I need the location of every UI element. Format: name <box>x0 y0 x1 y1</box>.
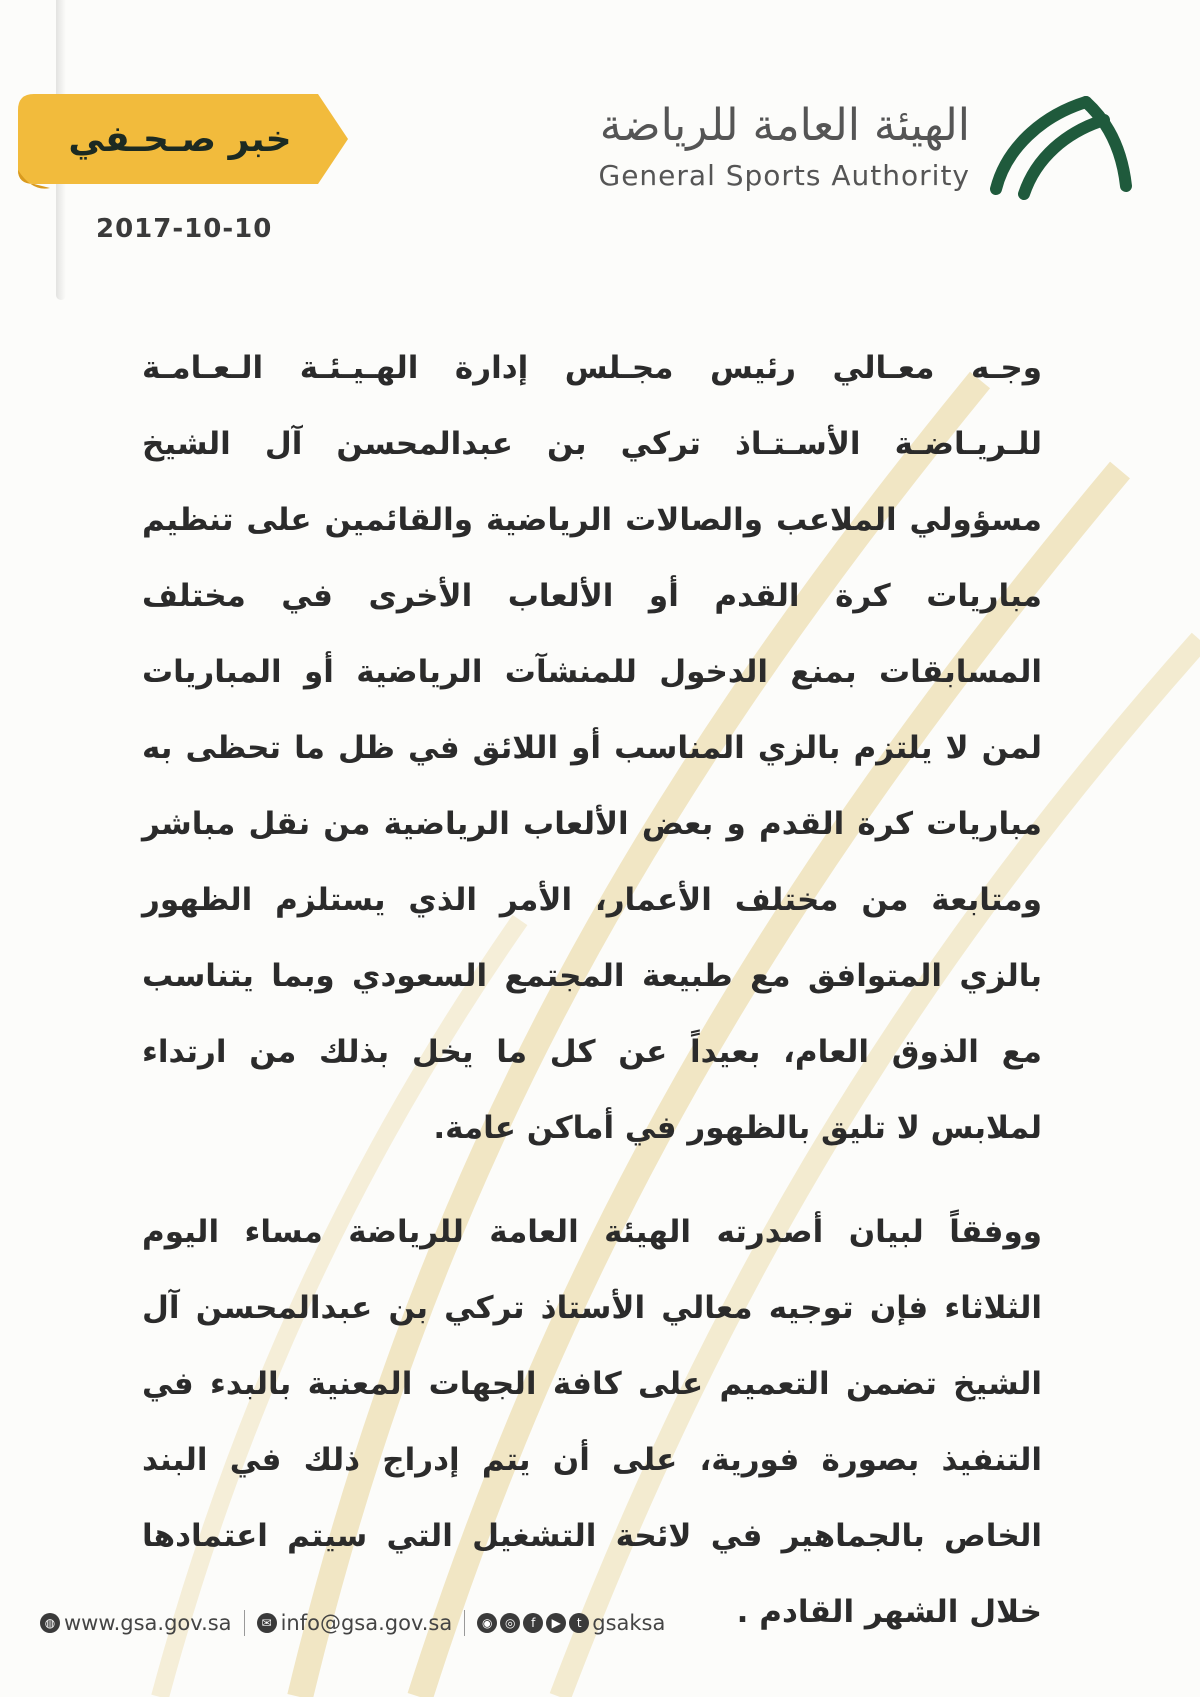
email-item[interactable] <box>257 1611 453 1635</box>
instagram-icon[interactable]: ◎ <box>500 1613 520 1633</box>
email-link[interactable]: info@gsa.gov.sa <box>280 1611 453 1635</box>
twitter-icon[interactable]: t <box>569 1613 589 1633</box>
contact-footer <box>40 1606 665 1640</box>
website-item[interactable] <box>40 1611 232 1635</box>
website-link[interactable]: www.gsa.gov.sa <box>64 1611 232 1635</box>
social-handle[interactable]: gsaksa <box>592 1611 666 1635</box>
youtube-icon[interactable]: ▶ <box>546 1613 566 1633</box>
org-name-english: General Sports Authority <box>598 159 970 192</box>
snapchat-icon[interactable]: ◉ <box>477 1613 497 1633</box>
release-date: 2017-10-10 <box>96 214 273 244</box>
email-icon: ✉ <box>257 1613 277 1633</box>
body-paragraph-2: ووفقاً لبيان أصدرته الهيئة العامة للرياضة مساء اليوم الثلاثاء فإن توجيه معالي الأستاذ تركي بن عبدالمحسن آل الشيخ تضمن التعميم على كافة الجهات المعنية بالبدء في التنفيذ بصورة فورية، على أن يتم إدراج ذلك في البند الخاص بالجماهير في لائحة التشغيل التي سيتم اعتمادها خلال الشهر القادم . <box>142 1214 1042 1630</box>
gsa-logo-icon <box>986 94 1136 204</box>
social-item <box>477 1611 665 1635</box>
footer-divider <box>464 1610 465 1636</box>
facebook-icon[interactable]: f <box>523 1613 543 1633</box>
press-release-body <box>142 330 1042 1650</box>
body-paragraph-1: وجـه معـالي رئيس مجـلس إدارة الهـيـئـة الـعـامـة للـريـاضـة الأسـتـاذ تركي بن عبدالمحسن آل الشيخ مسؤولي الملاعب والصالات الرياضية والقائمين على تنظيم مباريات كرة القدم أو الألعاب الأخرى في مختلف المسابقات بمنع الدخول للمنشآت الرياضية أو المباريات لمن لا يلتزم بالزي المناسب أو اللائق في ظل ما تحظى به مباريات كرة القدم و بعض الألعاب الرياضية من نقل مباشر ومتابعة من مختلف الأعمار، الأمر الذي يستلزم الظهور بالزي المتوافق مع طبيعة المجتمع السعودي وبما يتناسب مع الذوق العام، بعيداً عن كل ما يخل بذلك من ارتداء لملابس لا تليق بالظهور في أماكن عامة. <box>142 350 1042 1146</box>
globe-icon: ◍ <box>40 1613 60 1633</box>
footer-divider <box>244 1610 245 1636</box>
org-logo-text <box>560 98 970 196</box>
org-name-arabic: الهيئة العامة للرياضة <box>599 100 970 151</box>
press-badge-label: خبر صـحـفي <box>68 118 292 160</box>
